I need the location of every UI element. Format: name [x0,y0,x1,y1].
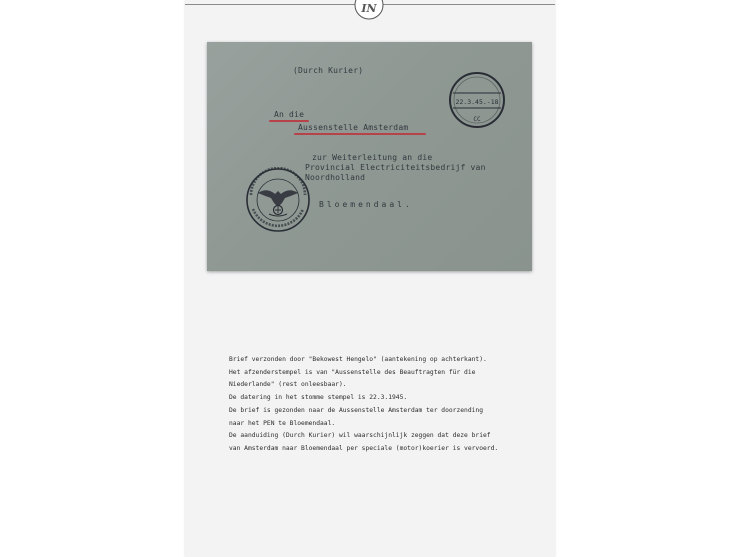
description-line: Niederlande" (rest onleesbaar). [229,381,347,389]
description-text [229,354,549,456]
description-line: naar het PEN te Bloemendaal. [229,419,336,427]
album-logo-icon [354,0,384,20]
description-line: Brief verzonden door "Bekowest Hengelo" (aantekening op achterkant). [229,356,487,363]
description-line: van Amsterdam naar Bloemendaal per speciale (motor)koerier is vervoerd. [229,444,499,452]
destination-city: Bloemendaal. [319,200,413,209]
svg-text:IN: IN [361,2,377,15]
album-page [185,0,555,557]
forwarding-line: Noordholland [305,173,366,182]
forwarding-line: zur Weiterleitung an die [312,153,433,162]
address-line: An die [274,110,305,119]
forwarding-line: Provincial Electriciteitsbedrijf van [305,163,486,172]
address-underline [294,133,426,135]
postmark-stamp-icon [448,71,506,131]
eagle-seal-icon [245,167,311,233]
description-line: De brief is gezonden naar de Aussenstelle Amsterdam ter doorzending [229,406,484,414]
address-underline [269,120,309,122]
address-line: Aussenstelle Amsterdam [298,123,409,132]
description-line: De datering in het stomme stempel is 22.3.1945. [229,394,408,402]
description-line: De aanduiding (Durch Kurier) wil waarschijnlijk zeggen dat deze brief [229,432,491,440]
courier-note: (Durch Kurier) [293,66,364,75]
postmark-date: 22.3.45.-18 [455,98,499,106]
cover-envelope [207,42,532,271]
description-line: Het afzenderstempel is van "Aussenstelle des Beauftragten für die [229,368,476,376]
postmark-code: CC [473,116,481,123]
